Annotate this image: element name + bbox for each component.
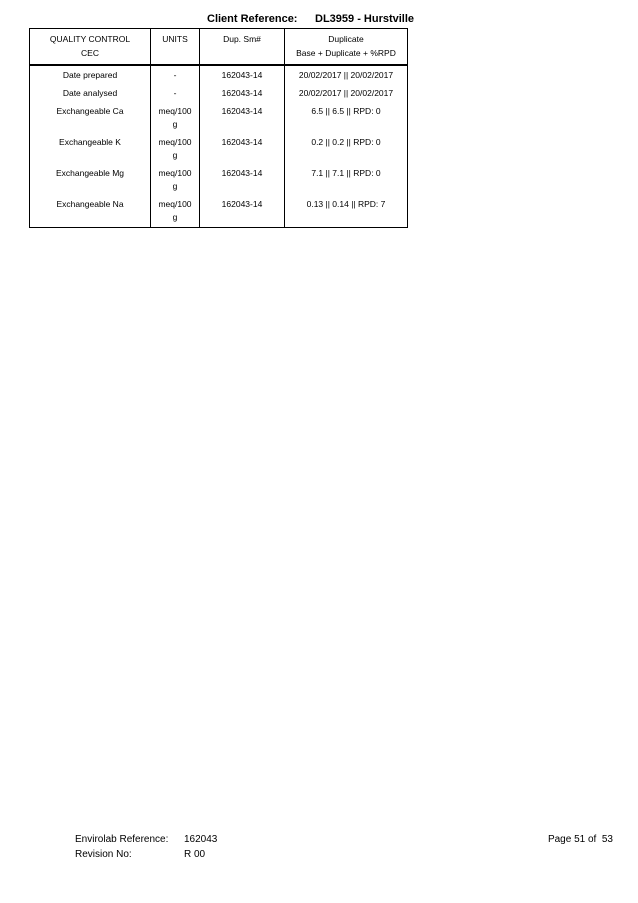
units-line2: g	[172, 150, 178, 160]
units-line1: meq/100	[158, 199, 192, 209]
table-header-row	[30, 29, 408, 65]
units-line1: meq/100	[158, 106, 192, 116]
quality-control-table	[29, 28, 408, 228]
table-row	[30, 196, 408, 228]
row-name: Exchangeable K	[30, 134, 151, 165]
header-qc-line1: QUALITY CONTROL	[49, 34, 131, 44]
units-line1: -	[173, 70, 177, 80]
row-result: 0.2 || 0.2 || RPD: 0	[285, 134, 408, 165]
row-dup-sm: 162043-14	[200, 85, 285, 103]
revision-value: R 00	[184, 849, 206, 860]
row-units	[151, 165, 200, 196]
table-row	[30, 66, 408, 86]
row-result: 20/02/2017 || 20/02/2017	[285, 66, 408, 86]
row-result: 6.5 || 6.5 || RPD: 0	[285, 103, 408, 134]
header-dup-sm: Dup. Sm#	[200, 29, 285, 65]
units-line1: -	[173, 88, 177, 98]
header-quality-control	[30, 29, 151, 65]
units-line2: g	[172, 119, 178, 129]
header-duplicate	[285, 29, 408, 65]
header-dup-line2: Base + Duplicate + %RPD	[296, 48, 396, 58]
client-reference	[207, 13, 414, 25]
row-result: 7.1 || 7.1 || RPD: 0	[285, 165, 408, 196]
row-dup-sm: 162043-14	[200, 165, 285, 196]
row-name: Exchangeable Mg	[30, 165, 151, 196]
header-dup-line1: Duplicate	[328, 34, 364, 44]
units-line1: meq/100	[158, 137, 192, 147]
row-dup-sm: 162043-14	[200, 103, 285, 134]
row-units	[151, 85, 200, 103]
row-result: 20/02/2017 || 20/02/2017	[285, 85, 408, 103]
row-name: Exchangeable Na	[30, 196, 151, 228]
table-row	[30, 103, 408, 134]
row-dup-sm: 162043-14	[200, 134, 285, 165]
client-reference-label: Client Reference:	[207, 13, 298, 25]
row-units	[151, 134, 200, 165]
units-line1: meq/100	[158, 168, 192, 178]
envirolab-reference-value: 162043	[184, 834, 218, 845]
revision-number	[75, 849, 205, 860]
envirolab-reference-label: Envirolab Reference:	[75, 834, 169, 845]
table-row	[30, 85, 408, 103]
row-units	[151, 196, 200, 228]
envirolab-reference	[75, 834, 217, 845]
units-line2: g	[172, 181, 178, 191]
table-row	[30, 165, 408, 196]
row-name: Date prepared	[30, 66, 151, 86]
row-dup-sm: 162043-14	[200, 196, 285, 228]
row-name: Date analysed	[30, 85, 151, 103]
page-number: Page 51 of 53	[547, 834, 613, 845]
row-name: Exchangeable Ca	[30, 103, 151, 134]
header-qc-line2: CEC	[81, 48, 99, 58]
row-dup-sm: 162043-14	[200, 66, 285, 86]
header-units: UNITS	[151, 29, 200, 65]
row-result: 0.13 || 0.14 || RPD: 7	[285, 196, 408, 228]
table-row	[30, 134, 408, 165]
row-units	[151, 103, 200, 134]
client-reference-value: DL3959 - Hurstville	[315, 13, 415, 25]
row-units	[151, 66, 200, 86]
units-line2: g	[172, 212, 178, 222]
revision-label: Revision No:	[75, 849, 132, 860]
